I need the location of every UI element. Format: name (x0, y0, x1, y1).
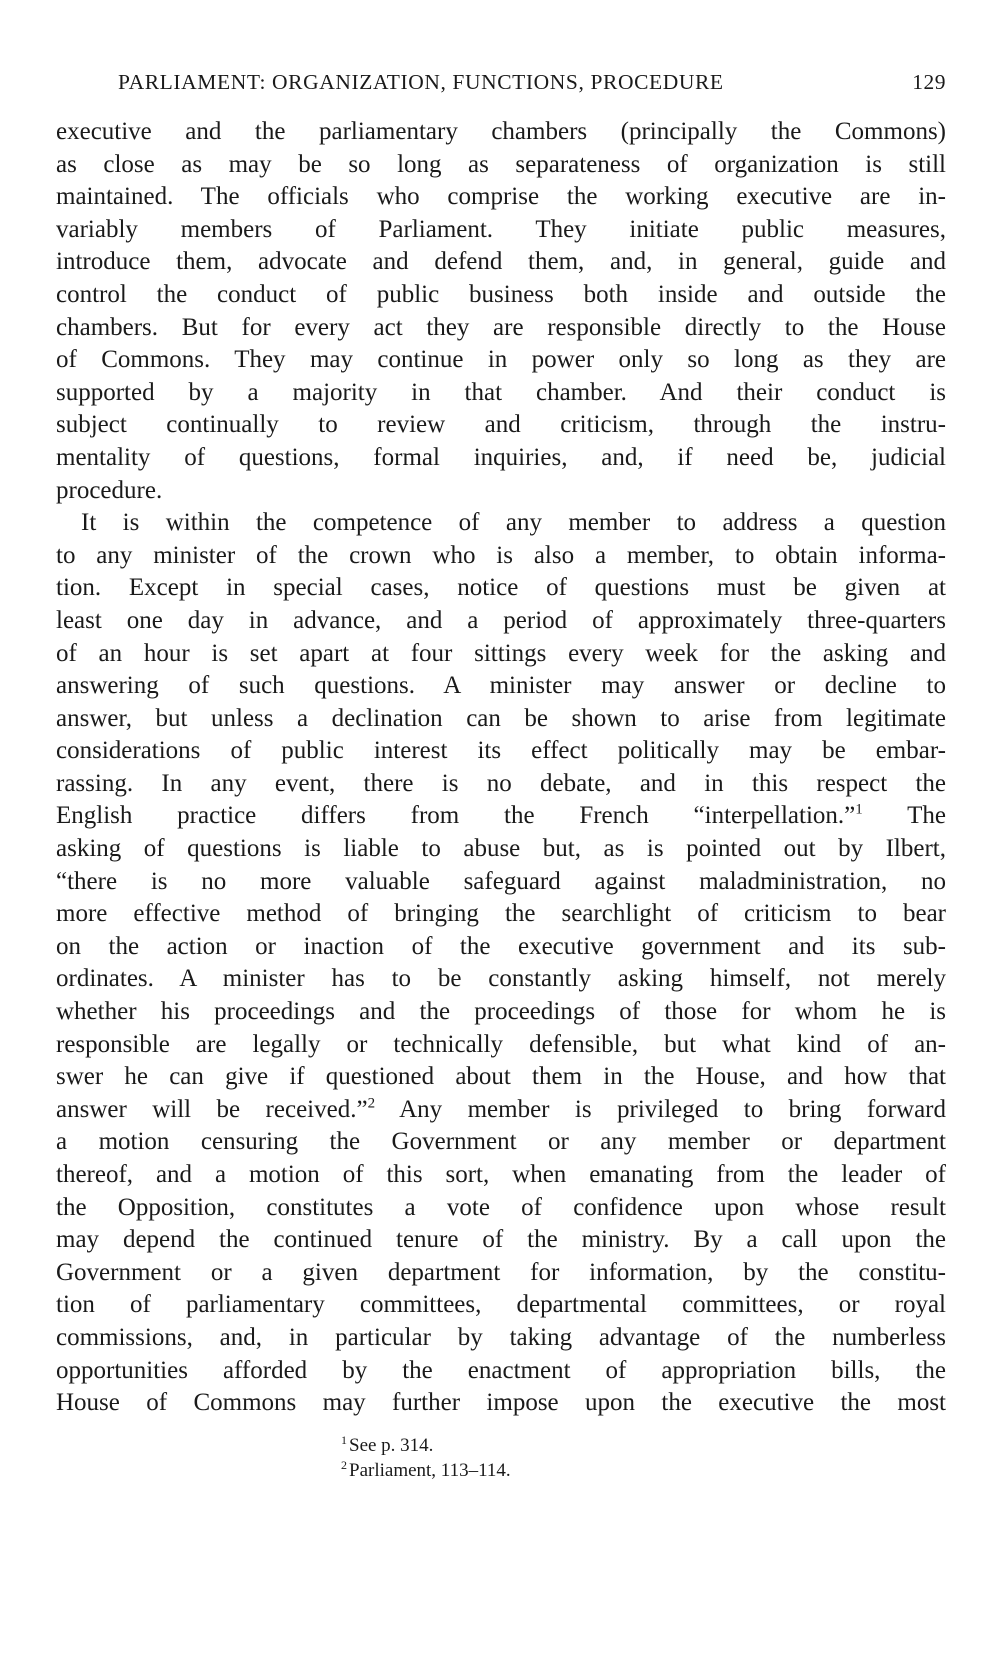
footnote-ref-2: 2 (367, 1095, 376, 1112)
text-line-with-footnote-1 (56, 800, 946, 833)
footnotes (341, 1433, 511, 1483)
text-line: rassing. In any event, there is no debate, and in this respect the (56, 769, 946, 797)
running-head-title: PARLIAMENT: ORGANIZATION, FUNCTIONS, PROCEDURE (118, 70, 724, 94)
text-line: Government or a given department for information, by the constitu- (56, 1258, 946, 1286)
text-line: answering of such questions. A minister may answer or decline to (56, 672, 946, 700)
footnote-mark-2: 2 (341, 1457, 347, 1472)
text-line: House of Commons may further impose upon the executive the most (56, 1389, 946, 1417)
paragraph-2 (56, 507, 946, 1420)
text-line: commissions, and, in particular by taking advantage of the numberless (56, 1323, 946, 1351)
text-segment: The (907, 802, 946, 830)
text-line: the Opposition, constitutes a vote of confidence upon whose result (56, 1193, 946, 1221)
text-line: swer he can give if questioned about them in the House, and how that (56, 1063, 946, 1091)
text-line: variably members of Parliament. They initiate public measures, (56, 215, 946, 243)
paragraph-1 (56, 116, 946, 507)
running-head (56, 70, 946, 114)
text-line: asking of questions is liable to abuse but, as is pointed out by Ilbert, (56, 835, 946, 863)
text-line: “there is no more valuable safeguard against maladministration, no (56, 867, 946, 895)
footnote-1 (341, 1433, 511, 1458)
text-line: answer, but unless a declination can be shown to arise from legitimate (56, 704, 946, 732)
text-line: opportunities afforded by the enactment of appropriation bills, the (56, 1356, 946, 1384)
text-line: tion. Except in special cases, notice of questions must be given at (56, 574, 946, 602)
body-text (56, 116, 946, 1420)
text-line: considerations of public interest its effect politically may be embar- (56, 737, 946, 765)
text-line: may depend the continued tenure of the ministry. By a call upon the (56, 1226, 946, 1254)
page-number: 129 (912, 70, 946, 94)
text-segment: answer will be received.” (56, 1095, 368, 1123)
footnote-mark-1: 1 (341, 1432, 347, 1447)
footnote-2 (341, 1458, 511, 1483)
text-line: It is within the competence of any member to address a question (81, 509, 946, 537)
text-line: subject continually to review and criticism, through the instru- (56, 411, 946, 439)
text-line: tion of parliamentary committees, departmental committees, or royal (56, 1291, 946, 1319)
text-line: whether his proceedings and the proceedings of those for whom he is (56, 998, 946, 1026)
text-line: responsible are legally or technically defensible, but what kind of an- (56, 1030, 946, 1058)
text-line: to any minister of the crown who is also a member, to obtain informa- (56, 541, 946, 569)
page (56, 70, 946, 1420)
text-line: on the action or inaction of the executive government and its sub- (56, 932, 946, 960)
text-segment: Any member is privileged to bring forward (399, 1095, 946, 1123)
text-line: least one day in advance, and a period of approximately three-quarters (56, 606, 946, 634)
text-line: executive and the parliamentary chambers (principally the Commons) (56, 118, 946, 145)
text-line: procedure. (56, 476, 163, 504)
text-line: chambers. But for every act they are responsible directly to the House (56, 313, 946, 341)
footnote-ref-1: 1 (855, 802, 863, 819)
text-segment: English practice differs from the French “interpellation.” (56, 802, 856, 830)
text-line: more effective method of bringing the searchlight of criticism to bear (56, 900, 946, 928)
text-line: maintained. The officials who comprise the working executive are in- (56, 183, 946, 211)
text-line: mentality of questions, formal inquiries, and, if need be, judicial (56, 443, 946, 471)
text-line: as close as may be so long as separateness of organization is still (56, 150, 946, 178)
text-line: supported by a majority in that chamber. And their conduct is (56, 378, 946, 406)
text-line: ordinates. A minister has to be constantly asking himself, not merely (56, 965, 946, 993)
text-line: introduce them, advocate and defend them, and, in general, guide and (56, 248, 946, 276)
text-line: control the conduct of public business both inside and outside the (56, 280, 946, 308)
text-line-with-footnote-2 (56, 1094, 946, 1127)
text-line: of an hour is set apart at four sittings every week for the asking and (56, 639, 946, 667)
text-line: thereof, and a motion of this sort, when emanating from the leader of (56, 1161, 946, 1188)
text-line: a motion censuring the Government or any member or department (56, 1128, 946, 1156)
footnote-text-2: Parliament, 113–114. (349, 1460, 511, 1481)
footnote-text-1: See p. 314. (349, 1435, 434, 1456)
text-line: of Commons. They may continue in power only so long as they are (56, 346, 946, 374)
